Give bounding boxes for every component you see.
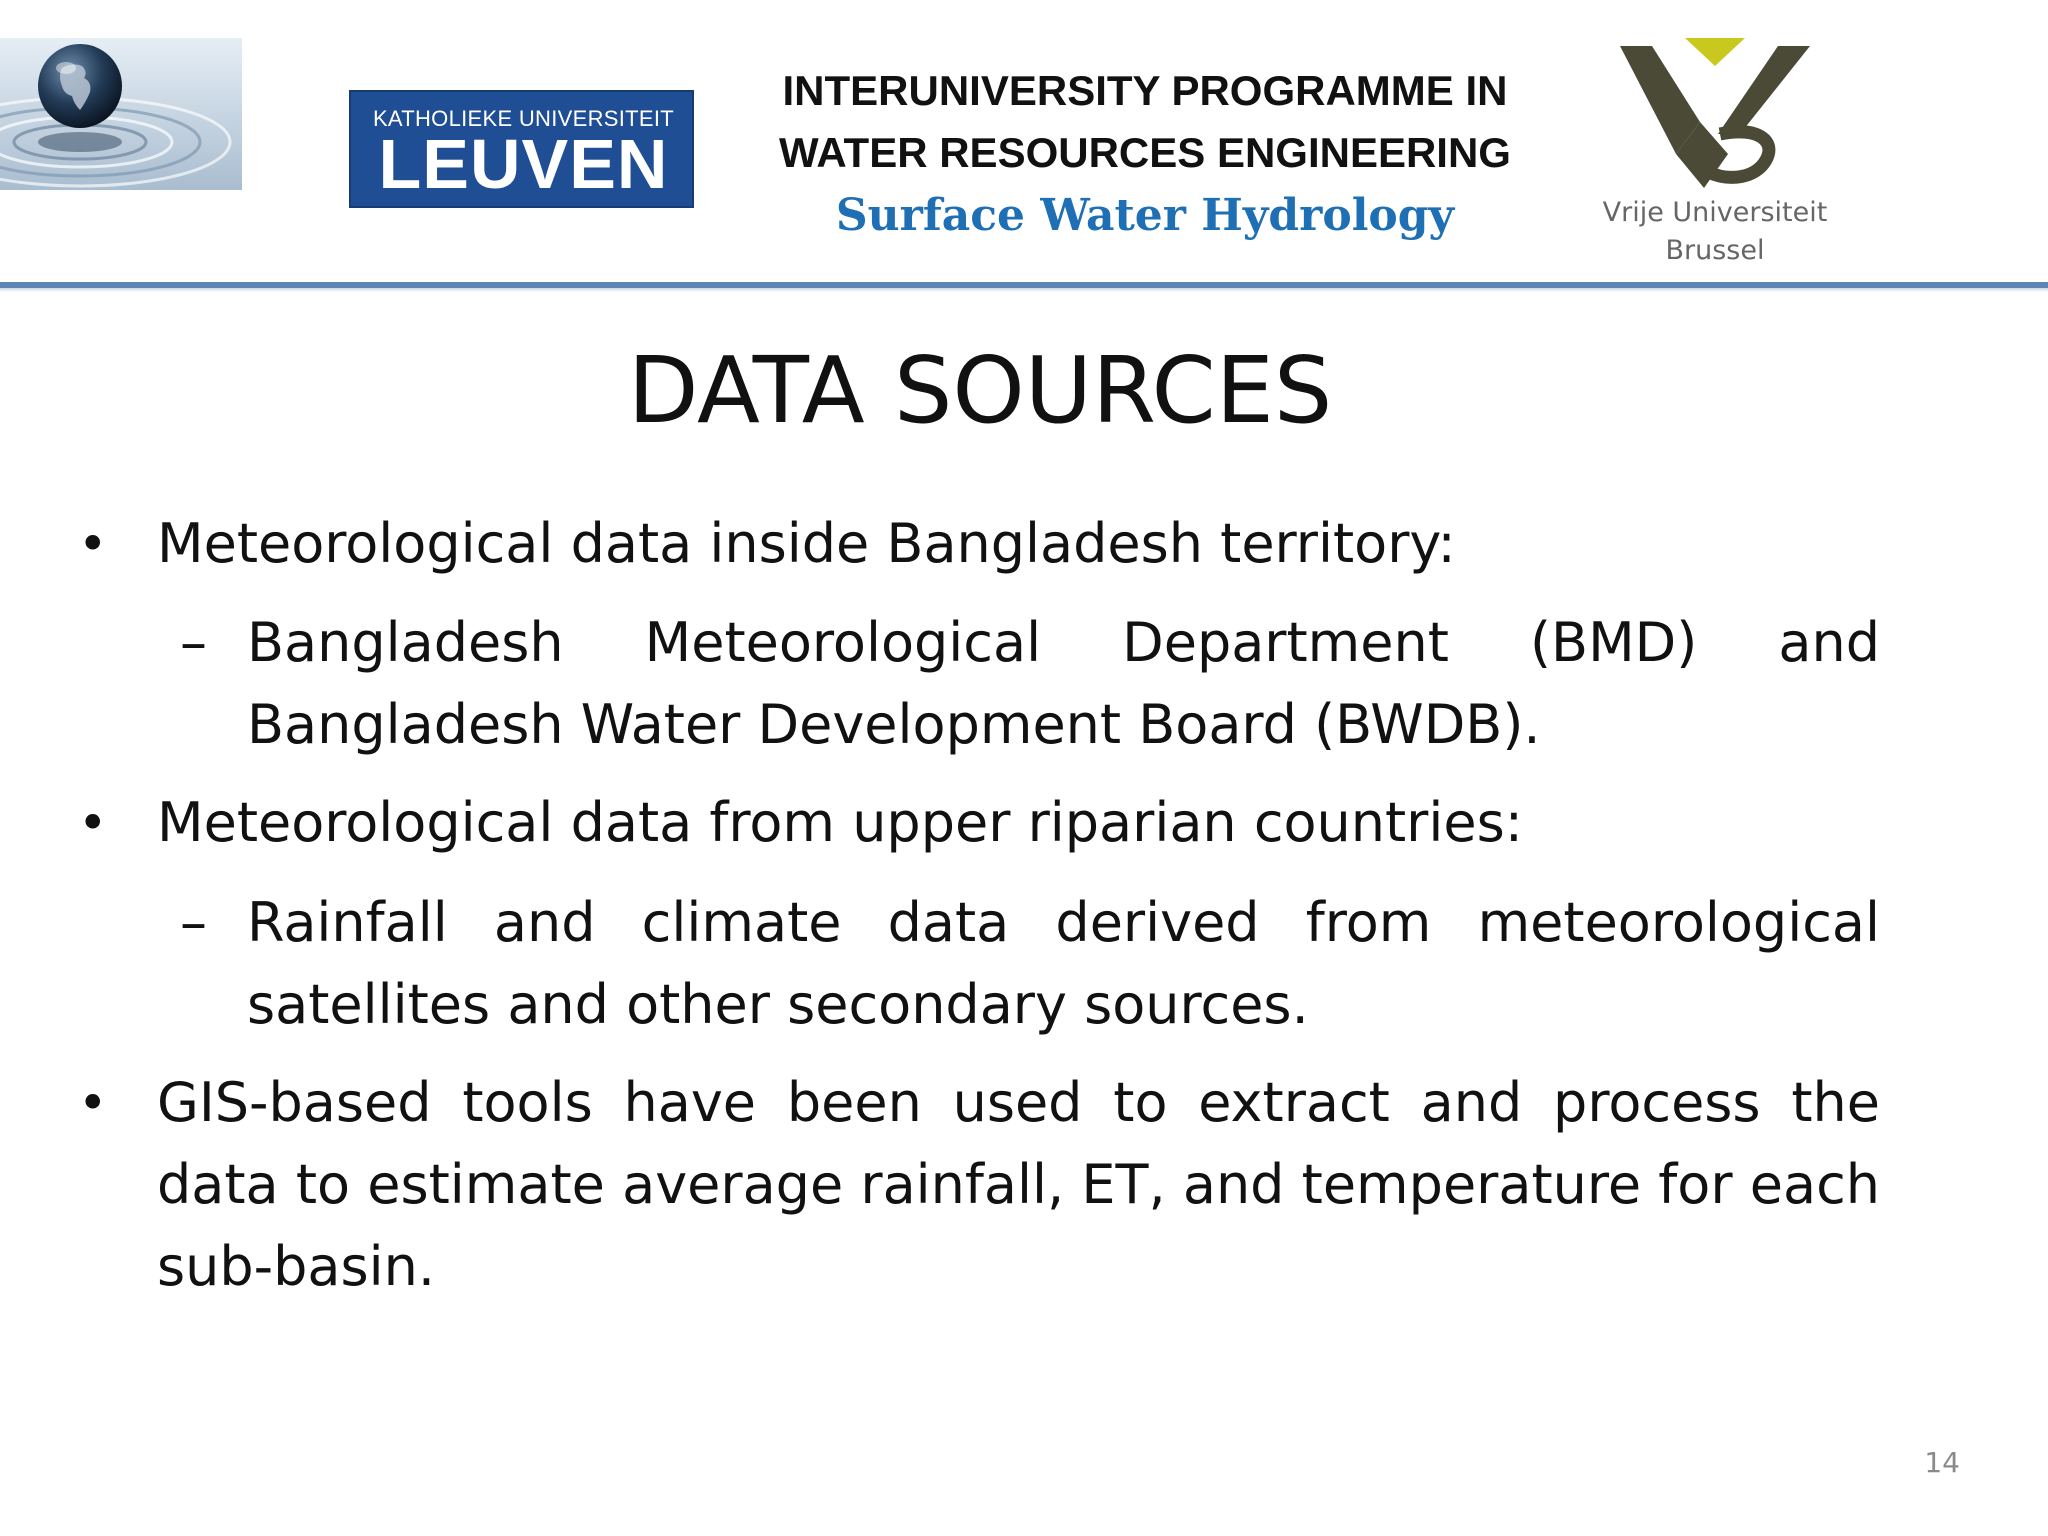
sub-bullet-dash-icon: – xyxy=(180,611,207,674)
bullet-icon: • xyxy=(78,794,108,852)
bullet-icon: • xyxy=(78,515,108,573)
bullet-2-text: Meteorological data from upper riparian countries: xyxy=(157,791,1523,854)
bullet-icon: • xyxy=(78,1074,108,1132)
vub-name-line-1: Vrije Universiteit xyxy=(1602,197,1828,228)
course-title: Surface Water Hydrology xyxy=(835,190,1455,241)
bullet-1-text: Meteorological data inside Bangladesh territory: xyxy=(157,512,1456,575)
kul-logo-title: LEUVEN xyxy=(378,125,669,203)
slide-title: DATA SOURCES xyxy=(627,337,1333,444)
sub-bullet-1-text: Bangladesh Meteorological Department (BMD) and Bangladesh Water Development Board (BWDB). xyxy=(247,611,1880,756)
programme-line-1: INTERUNIVERSITY PROGRAMME IN xyxy=(782,67,1508,114)
kul-logo-subtitle: KATHOLIEKE UNIVERSITEIT xyxy=(372,106,675,131)
page-number: 14 xyxy=(1924,1446,1960,1479)
programme-line-2: WATER RESOURCES ENGINEERING xyxy=(779,129,1511,176)
sub-bullet-dash-icon: – xyxy=(180,891,207,954)
bullet-3-text: GIS-based tools have been used to extract and process the data to estimate average rainfall, ET, and temperature for each sub-basin. xyxy=(157,1071,1880,1298)
sub-bullet-2-text: Rainfall and climate data derived from meteorological satellites and other secondary sources. xyxy=(247,891,1880,1036)
vub-name-line-2: Brussel xyxy=(1665,235,1765,266)
